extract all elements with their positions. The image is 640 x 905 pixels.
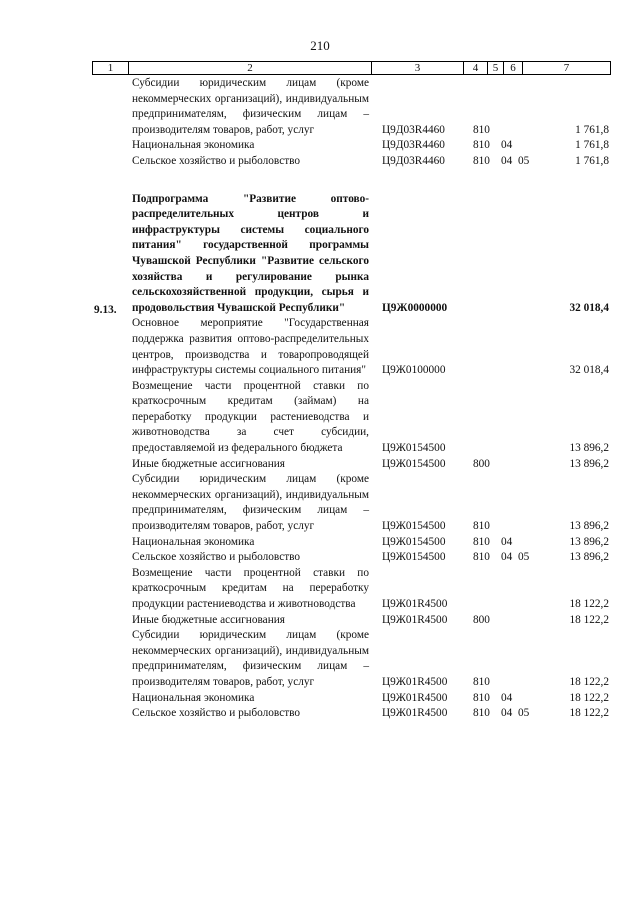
header-col-5: 5 — [488, 62, 504, 74]
row-section: 04 — [501, 707, 513, 720]
row-target-code: Ц9Ж0154500 — [382, 551, 446, 564]
row-amount: 1 761,8 — [575, 123, 609, 136]
row-amount: 18 122,2 — [569, 675, 609, 688]
row-name: Сельское хозяйство и рыболовство — [132, 551, 301, 564]
row-expense-group: 810 — [473, 123, 490, 136]
row-name: Субсидии юридическим лицам (кроме некоммерческих организаций), индивидуальным предпринимателям, физическим лицам – производителям товаров, работ, услуг — [132, 629, 369, 688]
page-number: 210 — [310, 38, 330, 53]
table-row — [92, 192, 611, 317]
row-amount: 13 896,2 — [569, 457, 609, 470]
row-name: Подпрограмма "Развитие оптово-распределительных центров и инфраструктуры системы социального питания" государственной программы Чувашской Республики "Развитие сельского хозяйства и регулирование рынка сельскохозяйственной продукции, сырья и продовольствия Чувашской Республики" — [132, 192, 369, 314]
row-subsection: 05 — [518, 551, 530, 564]
row-target-code: Ц9Ж01R4500 — [382, 598, 448, 610]
table-header — [92, 61, 611, 75]
header-col-6: 6 — [504, 62, 523, 74]
row-amount: 32 018,4 — [569, 364, 609, 377]
row-expense-group: 810 — [473, 535, 490, 548]
row-amount: 13 896,2 — [569, 442, 609, 455]
section-spacer — [92, 170, 611, 192]
row-name: Субсидии юридическим лицам (кроме некоммерческих организаций), индивидуальным предпринимателям, физическим лицам – производителям товаров, работ, услуг — [132, 77, 369, 136]
row-target-code: Ц9Д03R4460 — [382, 139, 445, 152]
row-name: Возмещение части процентной ставки по краткосрочным кредитам на переработку продукции растениеводства и животноводства — [132, 566, 369, 610]
row-amount: 32 018,4 — [569, 301, 609, 314]
row-expense-group: 810 — [473, 707, 490, 720]
row-target-code: Ц9Д03R4460 — [382, 123, 445, 136]
table-row — [92, 154, 611, 170]
row-target-code: Ц9Ж01R4500 — [382, 691, 448, 704]
row-target-code: Ц9Ж0154500 — [382, 442, 446, 455]
row-section: 04 — [501, 535, 513, 548]
row-expense-group: 810 — [473, 139, 490, 152]
row-amount: 1 761,8 — [575, 139, 609, 152]
row-expense-group: 800 — [473, 457, 490, 470]
table-row — [92, 550, 611, 566]
row-target-code: Ц9Ж01R4500 — [382, 675, 448, 688]
row-target-code: Ц9Ж0100000 — [382, 364, 446, 377]
row-amount: 13 896,2 — [569, 535, 609, 548]
table-row — [92, 457, 611, 473]
row-name: Сельское хозяйство и рыболовство — [132, 707, 301, 720]
row-name: Субсидии юридическим лицам (кроме некоммерческих организаций), индивидуальным предпринимателям, физическим лицам – производителям товаров, работ, услуг — [132, 473, 369, 533]
table-row — [92, 76, 611, 138]
row-name: Основное мероприятие "Государственная поддержка развития оптово-распределительных центров, производства и товаропроводящей инфраструктуры системы социального питания" — [132, 317, 369, 377]
row-target-code: Ц9Ж0154500 — [382, 457, 446, 470]
row-target-code: Ц9Ж0154500 — [382, 535, 446, 548]
row-name: Национальная экономика — [132, 691, 255, 704]
row-amount: 13 896,2 — [569, 520, 609, 533]
table-row — [92, 628, 611, 690]
table-row — [92, 472, 611, 534]
row-name: Национальная экономика — [132, 139, 255, 152]
header-col-4: 4 — [464, 62, 488, 74]
row-amount: 18 122,2 — [569, 598, 609, 610]
row-section: 04 — [501, 551, 513, 564]
header-col-3: 3 — [372, 62, 464, 74]
table-row — [92, 138, 611, 154]
table-row — [92, 316, 611, 378]
table-row — [92, 706, 611, 722]
row-amount: 13 896,2 — [569, 551, 609, 564]
row-subsection: 05 — [518, 707, 530, 720]
row-amount: 18 122,2 — [569, 707, 609, 720]
row-amount: 18 122,2 — [569, 691, 609, 704]
table-row — [92, 613, 611, 629]
header-col-1: 1 — [93, 62, 129, 74]
row-name: Возмещение части процентной ставки по краткосрочным кредитам (займам) на переработку продукции растениеводства и животноводства за счет субсидии, предоставляемой из федерального бюджета — [132, 379, 369, 455]
header-col-7: 7 — [563, 62, 570, 74]
row-name: Сельское хозяйство и рыболовство — [132, 154, 301, 167]
row-target-code: Ц9Д03R4460 — [382, 154, 445, 167]
table-row — [92, 535, 611, 551]
row-expense-group: 810 — [473, 551, 490, 564]
row-amount: 18 122,2 — [569, 613, 609, 626]
table-row — [92, 691, 611, 707]
row-name: Национальная экономика — [132, 535, 255, 548]
table-row — [92, 566, 611, 613]
row-expense-group: 810 — [473, 675, 490, 688]
row-name: Иные бюджетные ассигнования — [132, 457, 285, 470]
row-target-code: Ц9Ж0154500 — [382, 520, 446, 533]
header-col-2: 2 — [129, 62, 372, 74]
row-expense-group: 810 — [473, 691, 490, 704]
row-number: 9.13. — [94, 304, 117, 317]
row-name: Иные бюджетные ассигнования — [132, 613, 285, 626]
row-section: 04 — [501, 691, 513, 704]
row-subsection: 05 — [518, 154, 530, 167]
row-expense-group: 800 — [473, 613, 490, 626]
budget-table-body — [92, 76, 611, 722]
row-section: 04 — [501, 154, 513, 167]
row-target-code: Ц9Ж01R4500 — [382, 613, 448, 626]
table-row — [92, 379, 611, 457]
row-expense-group: 810 — [473, 154, 490, 167]
row-target-code: Ц9Ж0000000 — [382, 301, 448, 314]
row-expense-group: 810 — [473, 520, 490, 533]
row-target-code: Ц9Ж01R4500 — [382, 707, 448, 720]
row-section: 04 — [501, 139, 513, 152]
row-amount: 1 761,8 — [575, 154, 609, 167]
